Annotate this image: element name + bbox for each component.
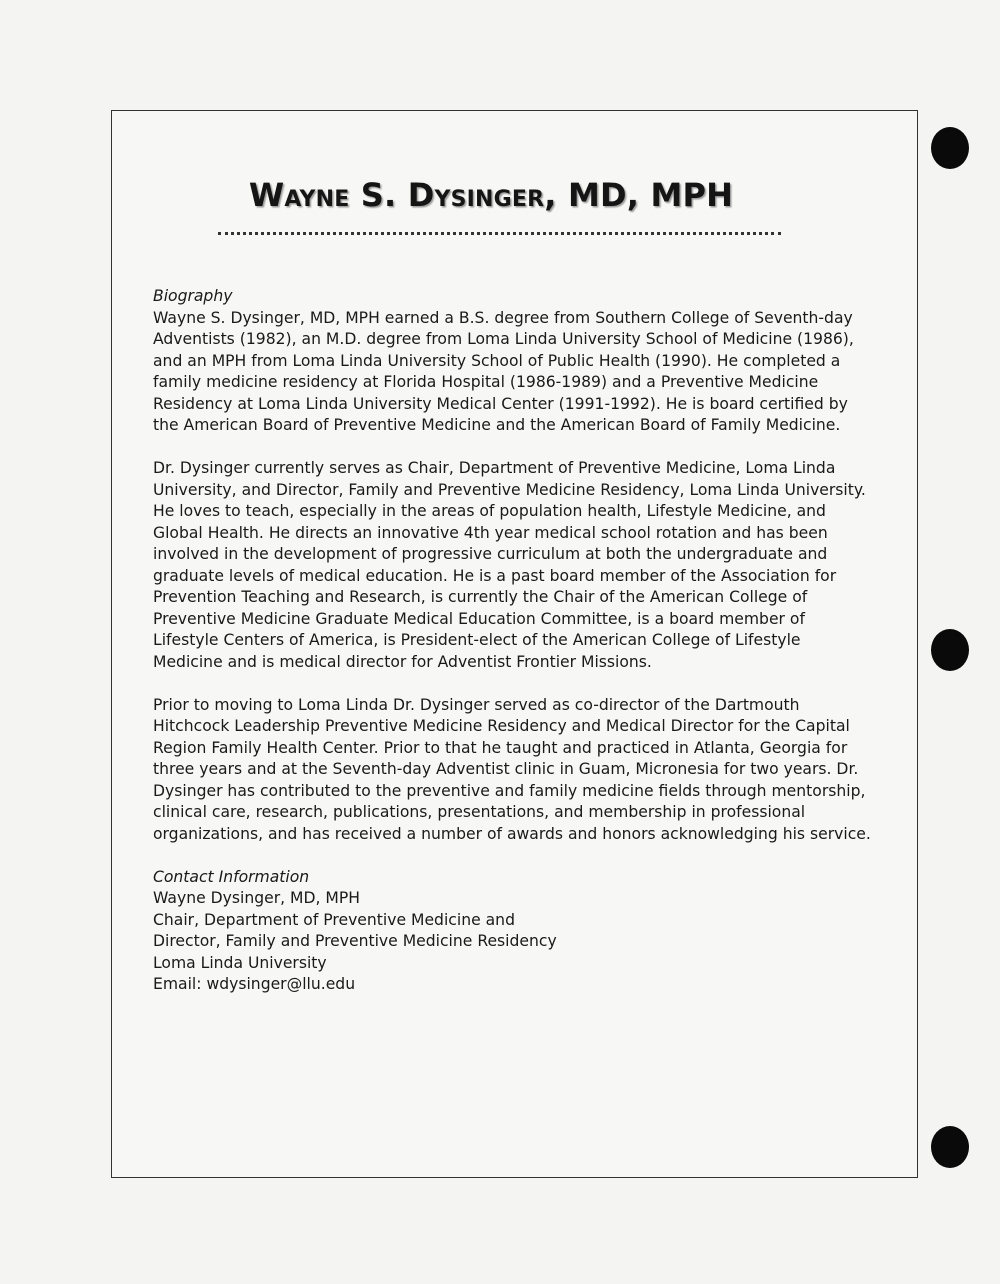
- paragraph-spacer: [153, 673, 873, 695]
- contact-title-director: Director, Family and Preventive Medicine Residency: [153, 932, 557, 950]
- paragraph-spacer: [153, 845, 873, 867]
- page-title: Wayne S. Dysinger, MD, MPH: [248, 176, 734, 214]
- contact-institution: Loma Linda University: [153, 953, 327, 972]
- title-dotted-rule: [218, 232, 781, 235]
- document-body: [153, 286, 873, 996]
- contact-name: Wayne Dysinger, MD, MPH: [153, 889, 360, 907]
- paragraph-spacer: [153, 437, 873, 459]
- contact-title-chair: Chair, Department of Preventive Medicine and: [153, 910, 515, 929]
- biography-paragraph-1: Wayne S. Dysinger, MD, MPH earned a B.S. degree from Southern College of Seventh-day Adventists (1982), an M.D. degree from Loma Linda University School of Medicine (1986), and an MPH from Loma Linda University School of Public Health (1990). He completed a family medicine residency at Florida Hospital (1986-1989) and a Preventive Medicine Residency at Loma Linda University Medical Center (1991-1992). He is board certified by the American Board of Preventive Medicine and the American Board of Family Medicine.: [153, 308, 854, 434]
- biography-paragraph-3: Prior to moving to Loma Linda Dr. Dysinger served as co-director of the Dartmouth Hitchcock Leadership Preventive Medicine Residency and Medical Director for the Capital Region Family Health Center. Prior to that he taught and practiced in Atlanta, Georgia for three years and at the Seventh-day Adventist clinic in Guam, Micronesia for two years. Dr. Dysinger has contributed to the preventive and family medicine fields through mentorship, clinical care, research, publications, presentations, and membership in professional organizations, and has received a number of awards and honors acknowledging his service.: [153, 695, 871, 843]
- contact-heading: Contact Information: [153, 867, 310, 886]
- binder-hole-middle: [931, 629, 969, 671]
- biography-heading: Biography: [153, 287, 233, 305]
- biography-paragraph-2: Dr. Dysinger currently serves as Chair, Department of Preventive Medicine, Loma Linda University, and Director, Family and Preventive Medicine Residency, Loma Linda University. He loves to teach, especially in the areas of population health, Lifestyle Medicine, and Global Health. He directs an innovative 4th year medical school rotation and has been involved in the development of progressive curriculum at both the undergraduate and graduate levels of medical education. He is a past board member of the Association for Prevention Teaching and Research, is currently the Chair of the American College of Preventive Medicine Graduate Medical Education Committee, is a board member of Lifestyle Centers of America, is President-elect of the American College of Lifestyle Medicine and is medical director for Adventist Frontier Missions.: [153, 459, 866, 671]
- contact-email[interactable]: Email: wdysinger@llu.edu: [153, 975, 356, 993]
- binder-hole-top: [931, 127, 969, 169]
- binder-hole-bottom: [931, 1126, 969, 1168]
